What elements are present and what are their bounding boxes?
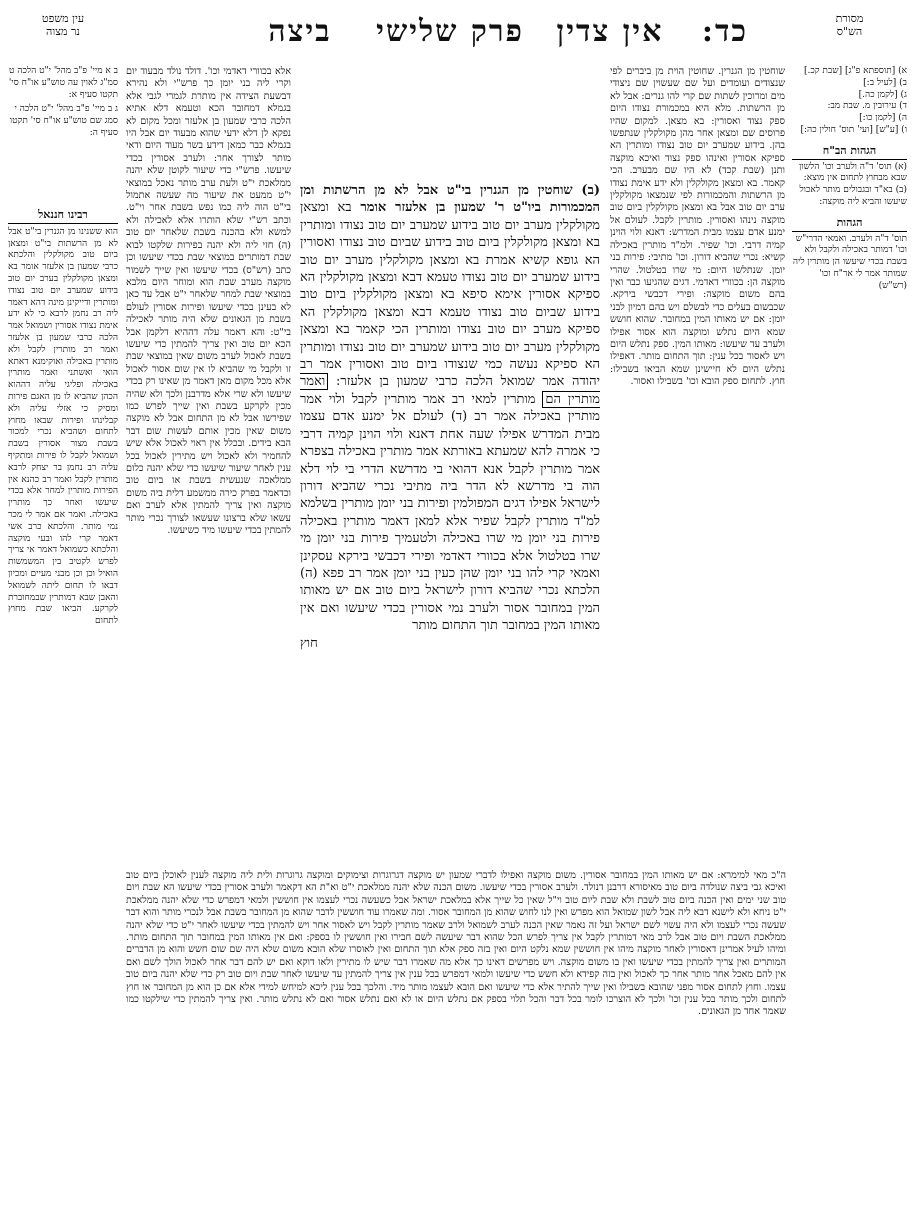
masoret-entry: ב) [לעיל ב:] xyxy=(863,77,907,88)
ein-mishpat xyxy=(8,66,118,201)
rashi-column xyxy=(610,66,785,861)
gemara-paragraph xyxy=(300,182,600,635)
hagahot-entry: (א) תוס' ד"ה ולערב וכו' הלשון שבא מבחוץ לתחום אין מוצא: xyxy=(799,161,907,184)
chapter-name: אין צדין xyxy=(556,14,664,49)
gemara-text xyxy=(300,182,600,862)
hagahot-entry: (ב) בא"ד ובגבולים מותר לאכול שיעשו והביא ליה מוקצה: xyxy=(799,185,907,207)
boxed-phrase: ואמר מותרין הם xyxy=(300,374,600,407)
masoret-hashas xyxy=(792,66,907,446)
gemara-text-part-2: מותרין למאי רב אמר מותרין לקבל ולוי אמר מותרין באכילה אמר רב (ד) לעולם אל ימנע אדם עצמו מבית המדרש אפילו שעה אחת דאנא ולוי הוינן קמיה דרבי כי אמרה להא שמעתא באורתא אמר מותרין באכילה בצפרא אמר מותרין לקבל אנא דהואי בי מדרשא הדרי בי לוי דלא הוה בי מדרשא לא הדר ביה מתיבי נכרי שהביא דורון לישראל אפילו דגים המפולמין ופירות בני יומן מותרין בשלמא למ"ד מותרין לקבל שפיר אלא למאן דאמר מותרין באכילה פירות בני יומן מי שרו באכילה ולטעמיך פירות בני יומן מי שרו בטלטול אלא בכוורי דאדמי ופירי דכבשי בירקא עסקינן ואמאי קרי להו בני יומן שהן כעין בני יומן אמר רב פפא (ה) הלכתא נכרי שהביא דורון לישראל ביום טוב אם יש מאותו המין במחובר אסור ולערב נמי אסורין בכדי שיעשו ואם אין מאותו המין במחובר תוך התחום מותר xyxy=(300,391,600,634)
folio-number: כד: xyxy=(701,14,749,49)
divider xyxy=(8,223,118,224)
rashi-text: שוחטין מן הגנרין. שחוטין הוית מן ביברים לפי שנצודים ועומדים ועל שם שעשוין שם ניצודי מים ומרוכין לשתות שם קרי להו גנרים: אבל לא מן הרשתות. מלא היא במכמורת נצודו היום ספק נצוד ואסורין: בא מצאן. למקום שהיו פרוסים שם ומצאן אחר מהן מקולקלין שנתפשו בהן. בידוע שמערב יום טוב נצודו ומותרין הא ספיקא אסורין ואינהו ספק נצוד ואיכא מוקצה ותנן (שבת קכד) לא היו שם מבערב. הכי קאמר. בא ומצאן מקולקלין ולא ידע אימת נצודו מן הרשתות והמכמורות לפי שנמצאו מקולקלין ערב יום טוב אבל בא ומצאן מקולקלין ביום טוב מוקצה נינהו ואסורין. מותרין לקבל. לעולם אל ימנע אדם עצמו מבית המדרש: דאנא ולוי הוינן קמיה דרבי. וכו' שפיר. ולמ"ד מותרין באכילה קשיא: נכרי שהביא דורון. וכו' מתיבי: פירות בני יומן. שנתלשו היום: מי שרו בטלטול. שהרי מוקצה הן: בכוורי דאדמי. דגים שהגיעו כבר ואין בהם משום מוקצה: ופירי דכבשי בירקא. שכבשום בעלים כדי לבשלם ויש בהם דמיון לבני יומן: אם יש מאותו המין במחובר. שהוא חושש שמא היום נתלש ומוקצה הוא אסור אפילו ולערב עד שיעשו: מאותו המין. ספק נתלש היום ויש לאסור בכל ענין: תוך התחום מותר. דאפילו נתלש היום לא חיישינן שמא הביאו בשבילו: חוץ. לתחום ספק הובא וכו' בשבילו ואסור. xyxy=(610,66,785,388)
tosafot-bottom-block xyxy=(126,870,786,1205)
divider xyxy=(792,231,907,232)
masoret-entry: ג) [לקמן כה.] xyxy=(858,89,907,100)
masoret-entry: ה) [לקמן כו:] xyxy=(859,113,907,124)
gemara-text-part-1: בא ומצאן מקולקלין מערב יום טוב בידוע שמערב יום טוב נצודו ומותרין בא ומצאן מקולקלין ביום טוב בידוע שביום טוב נצודו ואסורין הא גופא קשיא אמרת בא ומצאן מקולקלין מערב יום טוב בידוע שמערב יום טוב נצודו טעמא דבא ומצאן מקולקלין הא ספיקא אסורין אימא סיפא בא ומצאן מקולקלין ביום טוב בידוע שביום טוב נצודו טעמא דבא ומצאן מקולקלין הא ספיקא מערב יום טוב נצודו ומותרין הכי קאמר בא ומצאן מקולקלין מערב יום טוב בידוע שמערב יום טוב נצודו ומותרין הא ספיקא נעשה כמי שנצודו ביום טוב ואסורין אמר רב יהודה אמר שמואל הלכה כרבי שמעון בן אלעזר: xyxy=(300,200,600,390)
masoret-label: מסורת הש"ס xyxy=(835,12,864,38)
rabbeinu-chananel xyxy=(8,205,118,860)
tosafot-bottom-text: ה"כ מאי למימרא: אם יש מאותו המין במחובר אסורין. משום מוקצה ואפילו לדברי שמעון יש מוקצה דגרוגרות וצימוקים ומוקצה גרוגרות ולית ליה מוקצה לענין לאוכלן ביום טוב ואיכא גבי ביצה שנולדה ביום טוב מאיסורא דרבנן דנולד. ולערב אסורין בכדי שיעשו. משום הכנה שלא יהנה ממלאכת י"ט וא"ת הא דקאמר ולערב אסורין בכדי שיעשו הא שבת ויום טוב שני ימים ואין הכנה ביום טוב לשבת ולא שבת ליום טוב וי"ל שאין כל שייך אלא במלאכת ישראל אבל כשעשה נכרי לעצמו אין חוששין ולמאי דמפרש כדי שלא יהנה ממלאכת י"ט ניחא ולא לישנא דבא ליה אבל לשון שמואל הוא מפרש ואין לנו לחוש שהוא מן המחובר אסור. ומה שאמרו עוד חוששין לדבר שהוא מן המחובר בשבת אבל לנכרי מותר והוא דבר שעשה נכרי לעצמו ולא היה עשוי לשם ישראל ועל זה נאמר שאין הכנה לערב לשמואל ולרב שאמר מותרין לקבל ויש לאסור אחר ויש להמתין בכדי שיעשו לאחר י"ט כדי שלא יהנה ממלאכת השבת ויום טוב אבל לרב מאי דמותרין לקבל אין צריך לפרש הכל שהוא דבר שיעשה לשם חבירו ואין חוששין לו בספק: ואם אין מאותו המין במחובר תוך התחום מותר. ומיהו לעיל אמרינן דאסורין לאחר מוקצה מיהו אין חוששין שמא נלקט היום ואין בזה ספק אלא תוך התחום ואין לאוסרו שלא הובא משום שלא היה שם שום חשש והוא מן הדברים המותרים ואין צריך להמתין בכדי שיעשו ואין בו משום מוקצה. ויש מפרשים דאינו כך אלא מה שאמרו דבר שיש לו מתירין ולאו דוקא ואם יש להם דבר אחר לאכול הולך לשם ואם אין להם מאכל אחר מותר אחר כך לאכול ואין בזה קפידא ולא חשש כדי שיעשו ולמאי דמפרש בכל ענין אין צריך להמתין עד שיעשו לאחר שבת ויום טוב רק כדי שלא יהנה ביום טוב עצמו. וחוץ לתחום אסור מפני שהובא בשבילו ואין שייך להתיר אלא כדי שיעשו ואם הובא לעצמו מותר מיד. והלכך בכל ענין ליכא למיחש למידי אלא אם כן הוא מן המחובר או חוץ לתחום ולכך מותר בכל ענין וכו' ולכך לא הוצרכו לומר בכל דבר והכל תלוי בספק אם נתלש היום או לא ואם נתלש אסור ואם לא נתלש מותר. ואין צריך להמתין כדי שילקטו כמו שאמר אחד מן הגאונים. xyxy=(126,870,786,1018)
tosafot-top-block xyxy=(126,66,291,861)
mishna-intro: (ב) שוחטין מן הגנרין בי"ט אבל לא מן הרשתות ומן המכמורות ביו"ט ר' שמעון בן אלעזר אומר xyxy=(300,183,600,216)
hagahot-title: הגהות xyxy=(836,215,863,229)
masoret-entry: ו) [ע"ש] [ועי' תוס' חולין כה:] xyxy=(800,124,907,135)
perek-number: פרק שלישי xyxy=(376,14,524,49)
rabbeinu-chananel-title: רבינו חננאל xyxy=(38,208,88,221)
ein-mishpat-entry: ג ב מיי' פ"ב מהל' י"ט הלכה י סמג שם טוש"ע או"ח סי' תקטו סעיף ה: xyxy=(9,104,118,138)
tractate-name: ביצה xyxy=(268,14,332,49)
masoret-entry: א) [תוספתא פ"ג] [שבת קכ.] xyxy=(803,66,907,76)
ein-mishpat-label: עין משפט נר מצוה xyxy=(41,12,85,38)
tosafot-top-text: אלא בכוורי דאדמי וכו'. דולד נולד מבעוד יום וקרי ליה בני יומן כך פרש"י ולא נהירא דבשעת הצידה אין מותרת לגמרי לגבי אלא בגמלא דמחובר הכא וטעמא דלא אתיא הלכה כרבי שמעון בן אלעזר ומכל מקום לא נפקא לן דלא ידעי שהוא מבעוד יום אבל היו בגמלא כבר כמאן דידע בשר מעוד היום ודאי מותר לצורך אחר: ולערב אסורין בכדי שיעשו. פרש"י כדי שיעור לקוטן שלא יהנה ממלאכת י"ט ולעת ערב מותר נאכל במוצאי י"ט ממעט את שיעור מה שעשה אתמול בי"ט הוה ליה כמו נפש בשבת אחר וי"ט. וכתב רש"י שלא הותרו אלא לאכילה ולא למשא ולא בהכנה בשבת שלאחר יום טוב (ה) חזי ליה ולא יהנה בפירות שלקטו לבוא שבת דמותרים במוצאי שבת בכדי שיעשו וכן כתב (רש"ס) בכדי שיעשו ואין שייך לשמור מוקצה מערב שבת הוא ומוחר היום מלבא במוצאי שבת למחר שלאחר י"ט אבל עד כאן לא בעינן בכדי שיעשו ופירות אסורין לעולם בשבת מן הגאונים שלא היה מותר לאכילה בי"ט: והא דאמר עלה דההיא דלקמן אבל הכא יום טוב ואין צריך להמתין כדי שיעשו בשבת לאכול לערב משום שאין במוצאי שבת זו ולקבל מי שהביא לו אין שום אסור לאכול אלא מכל מקום מאן דאמר מן שאינו רק בכדי שיעשו ולא שרי אלא מדרבנן ולכך ולא שהיה מכין לקרקע בשבת ואין שייך לפרש כמו שפירשו אבל לא מן התחום אבל לא מוקצה משום שאין מכין אותם לעשות שום דבר הבא בידים. ובכלל אין ראוי לאכול אלא שיש להחמיר ולא לאכול ויש מתירין לאכול בכל ענין לאחר שיעור שיעשו כדי שלא יהנה כלום ממלאכה שנעשית בשבת או ביום טוב וכדאמר בפרק כירה ממשמע דלית ביה משום מוקצה ואין צריך להמתין אלא לערב ואם עשאו שלא ברצונו שעשאו לצורך נכרי מותר להמתין בכדי שיעשו מיד כשיעשו. xyxy=(126,66,291,537)
divider xyxy=(792,159,907,160)
masoret-entry: ד) עירובין מ. שבת מב: xyxy=(827,101,907,112)
page-header xyxy=(0,12,914,62)
hagahot-habach-title: הגהות הב"ח xyxy=(822,143,877,157)
rabbeinu-chananel-text: הוא ששנינו מן הגנרין בי"ט אבל לא מן הרשתות בי"ט ומצאן ביום טוב מקולקלין והלכתא כרבי שמעון בן אלעזר אומר בא ומצאן מקולקלין בערב יום טוב בידוע שמערב יום טוב נצודו ומותרין ודייקינן מינה דהא דאמר ליה רב נחמן לרבא כי לא ידע אימת נצודו אסורין ושמואל אמר הלכה כרבי שמעון בן אלעזר ואמר רב מותרין לקבל ולא מותרין באכילה ואוקימנא דאתא הואי ואשתני ואמר מותרין באכילה ופליגי עליה דההוא הכהן שהביא לו מן האגם פירות ומסיק כי אזלי עליה ולא קבלינהו ופירות שבאו מחוץ לתחום ושהביא נכרי למכור בשבת מצור אסורין בשבת ושמואל לקבל לו פירות ומתקיף עליה רב נחמן בר יצחק לרבא מותרין לקבל ואמר רב כהנא אין הפירות מותרין למחר אלא בכדי שיעשו ואחר כך מותרין באכילה. ואמר אם אמר לי מכר נמי מותר. והלכתא כרב אשי דאמר קרי להו ובעי מוקצה והלכתא כשמואל דאמר אי צריך לפרש לקטיב בין המשמשות הואיל וכן וכן מבני מעיים ומכיון דבאו לו תחום ליתה לשמואל והאבן שבא דמותרין שבמחוברת לקרקע. הביאו שבת מחוץ לתחום xyxy=(8,226,118,627)
ein-mishpat-entry: ב א מיי' פ"ב מהל' י"ט הלכה ט סמ"ג לאוין עה טוש"ע או"ח סי' תקטו סעיף א: xyxy=(8,66,118,100)
hagahot-text: תוס' ד"ה ולערב. ואמאי הדרי"ש וכו' דמותר באכילה ולקבל ולא בשבת בכדי שיעשו הן מותרין ליה שמותר אמר לי אר"ח וכו' (רש"ש) xyxy=(792,233,907,291)
gemara-last-word: חוץ xyxy=(300,635,318,651)
